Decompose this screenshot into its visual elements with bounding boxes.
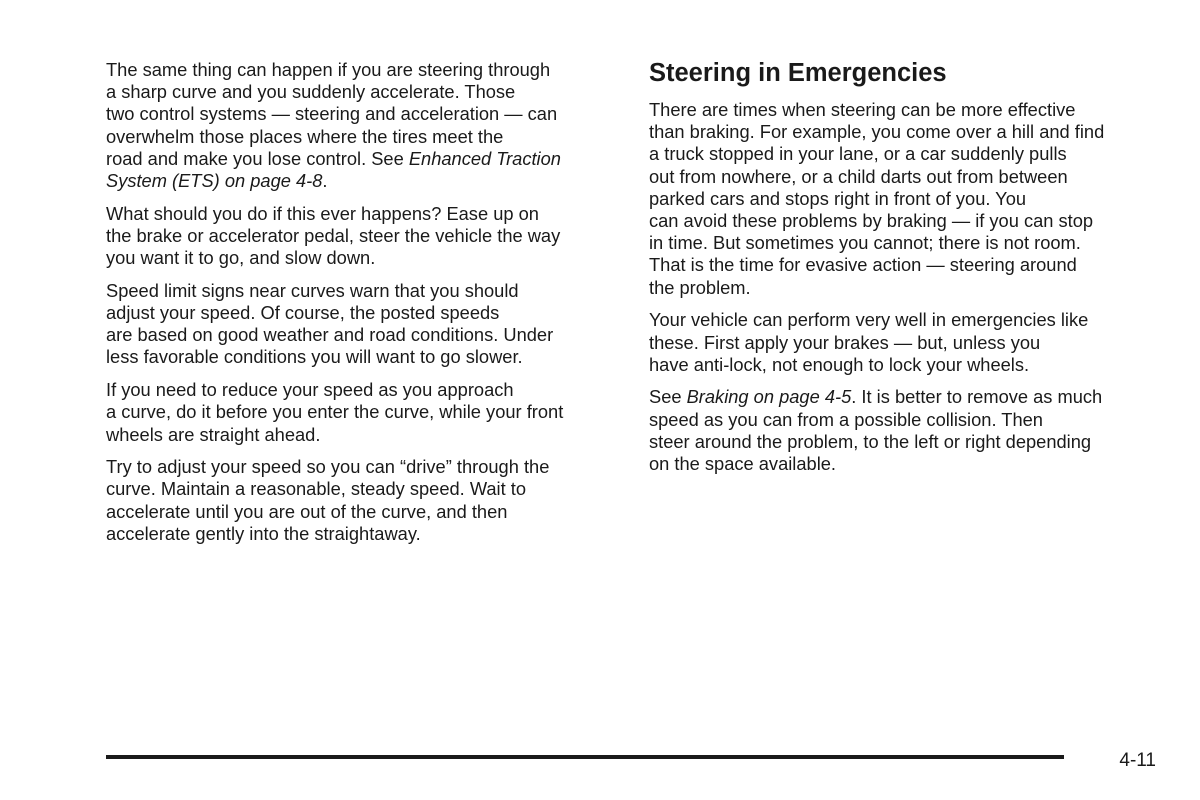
text-run: less favorable conditions you will want to go slower. xyxy=(106,346,523,368)
text-run: accelerate until you are out of the curve, and then xyxy=(106,500,508,522)
text-run: parked cars and stops right in front of you. You xyxy=(649,187,1027,209)
body-paragraph xyxy=(649,99,1169,299)
cross-reference: System (ETS) on page 4-8 xyxy=(106,170,323,192)
text-run: speed as you can from a possible collision. Then xyxy=(649,408,1043,430)
text-line xyxy=(106,81,626,103)
text-run: . xyxy=(322,170,328,192)
text-run: . It is better to remove as much xyxy=(851,386,1103,408)
text-run: Your vehicle can perform very well in emergencies like xyxy=(649,309,1089,331)
cross-reference: Enhanced Traction xyxy=(408,147,561,169)
text-run: road and make you lose control. See xyxy=(106,147,409,169)
text-run: these. First apply your brakes — but, unless you xyxy=(649,331,1041,353)
text-run: out from nowhere, or a child darts out from between xyxy=(649,165,1068,187)
text-run: See xyxy=(649,386,687,408)
text-run: wheels are straight ahead. xyxy=(106,423,321,445)
text-run: a truck stopped in your lane, or a car suddenly pulls xyxy=(649,143,1067,165)
body-paragraph xyxy=(106,280,626,369)
text-line xyxy=(649,99,1169,121)
text-line xyxy=(106,280,626,302)
footer-rule xyxy=(106,755,1064,759)
text-run: the brake or accelerator pedal, steer the vehicle the way xyxy=(106,224,561,246)
text-line xyxy=(649,277,1169,299)
right-column xyxy=(649,59,1169,486)
text-line xyxy=(649,386,1169,408)
text-line xyxy=(106,379,626,401)
text-run: What should you do if this ever happens? Ease up on xyxy=(106,202,539,224)
text-line xyxy=(106,401,626,423)
text-line xyxy=(106,59,626,81)
body-paragraph xyxy=(649,386,1169,475)
text-run: than braking. For example, you come over a hill and find xyxy=(649,121,1105,143)
text-line xyxy=(649,254,1169,276)
body-paragraph xyxy=(649,309,1169,376)
body-paragraph xyxy=(106,59,626,192)
text-line xyxy=(649,332,1169,354)
text-line xyxy=(106,148,626,170)
text-run: a curve, do it before you enter the curve, while your front xyxy=(106,401,564,423)
text-run: a sharp curve and you suddenly accelerate. Those xyxy=(106,81,516,103)
text-run: in time. But sometimes you cannot; there is not room. xyxy=(649,232,1081,254)
text-line xyxy=(649,409,1169,431)
right-column-body xyxy=(649,99,1169,475)
text-line xyxy=(649,453,1169,475)
text-run: are based on good weather and road conditions. Under xyxy=(106,324,554,346)
text-run: That is the time for evasive action — steering around xyxy=(649,254,1077,276)
text-run: can avoid these problems by braking — if you can stop xyxy=(649,210,1094,232)
text-run: If you need to reduce your speed as you approach xyxy=(106,379,514,401)
text-line xyxy=(106,523,626,545)
text-line xyxy=(649,232,1169,254)
text-run: Try to adjust your speed so you can “drive” through the xyxy=(106,456,550,478)
cross-reference: Braking on page 4-5 xyxy=(686,386,852,408)
body-paragraph xyxy=(106,379,626,446)
text-line xyxy=(649,188,1169,210)
text-line xyxy=(106,478,626,500)
text-line xyxy=(106,203,626,225)
text-line xyxy=(106,126,626,148)
text-run: curve. Maintain a reasonable, steady speed. Wait to xyxy=(106,478,527,500)
page-number: 4-11 xyxy=(1119,750,1156,771)
text-line xyxy=(106,247,626,269)
text-line xyxy=(649,431,1169,453)
body-paragraph xyxy=(106,456,626,545)
text-line xyxy=(106,501,626,523)
text-run: adjust your speed. Of course, the posted speeds xyxy=(106,302,500,324)
text-line xyxy=(106,225,626,247)
text-line xyxy=(106,346,626,368)
text-run: steer around the problem, to the left or right depending xyxy=(649,430,1092,452)
text-line xyxy=(106,456,626,478)
text-line xyxy=(649,309,1169,331)
text-line xyxy=(649,143,1169,165)
text-line xyxy=(106,170,626,192)
left-column xyxy=(106,59,626,556)
text-run: There are times when steering can be more effective xyxy=(649,99,1076,120)
text-run: overwhelm those places where the tires meet the xyxy=(106,125,504,147)
text-line xyxy=(649,354,1169,376)
text-line xyxy=(106,302,626,324)
text-line xyxy=(106,324,626,346)
text-run: have anti-lock, not enough to lock your wheels. xyxy=(649,353,1030,375)
text-line xyxy=(106,103,626,125)
text-run: The same thing can happen if you are steering through xyxy=(106,59,551,80)
text-line xyxy=(649,210,1169,232)
text-run: you want it to go, and slow down. xyxy=(106,247,376,269)
text-line xyxy=(649,166,1169,188)
text-run: two control systems — steering and acceleration — can xyxy=(106,103,558,125)
text-run: accelerate gently into the straightaway. xyxy=(106,522,421,544)
section-heading: Steering in Emergencies xyxy=(649,59,947,87)
text-run: Speed limit signs near curves warn that you should xyxy=(106,279,519,301)
body-paragraph xyxy=(106,203,626,270)
text-run: on the space available. xyxy=(649,453,837,475)
text-line xyxy=(649,121,1169,143)
text-run: the problem. xyxy=(649,276,751,298)
text-line xyxy=(106,424,626,446)
